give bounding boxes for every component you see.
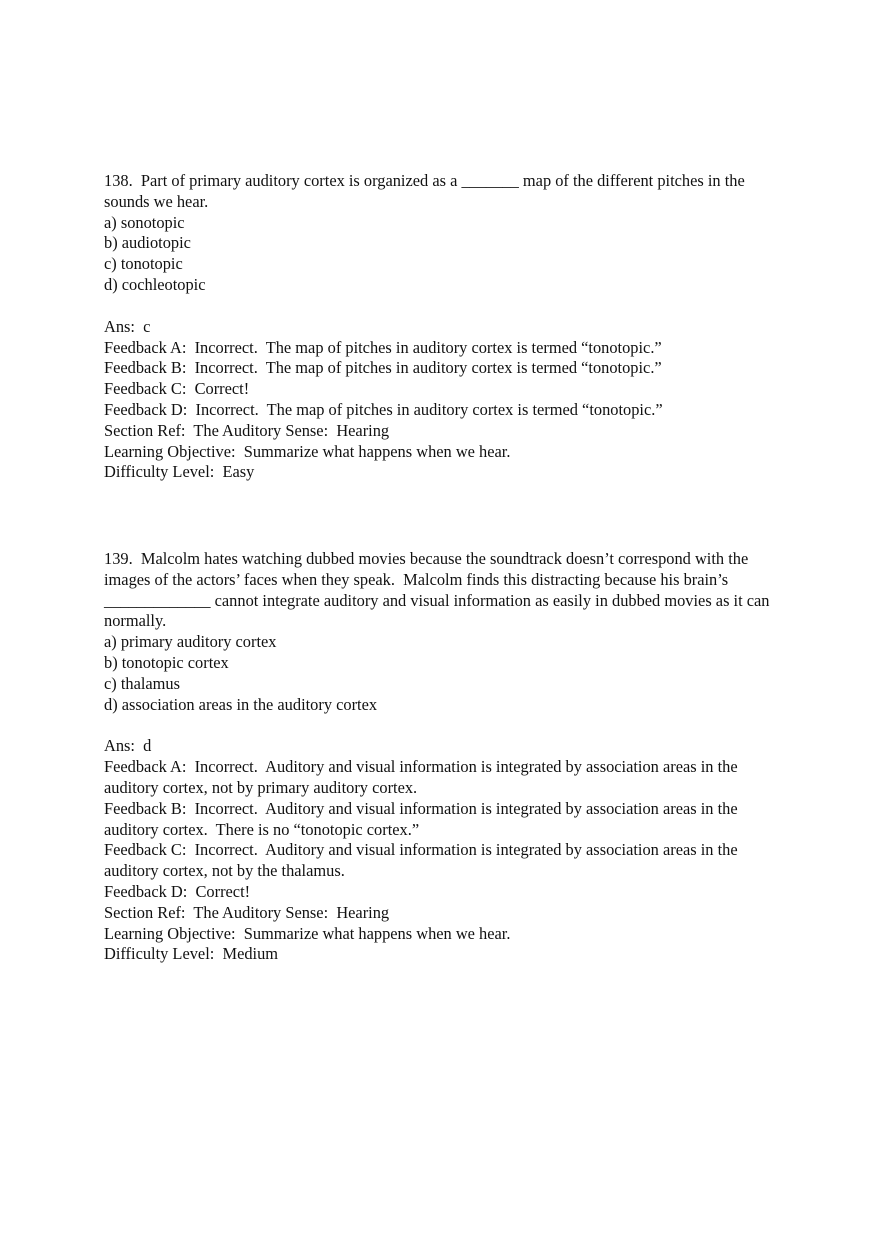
option-b: b) audiotopic	[104, 233, 191, 253]
learning-objective: Learning Objective: Summarize what happens when we hear.	[104, 923, 511, 943]
answer: Ans: d	[104, 736, 152, 756]
question-138	[104, 171, 780, 483]
answer: Ans: c	[104, 316, 151, 336]
difficulty-level: Difficulty Level: Easy	[104, 462, 255, 482]
question-139	[104, 549, 780, 965]
option-d: d) association areas in the auditory cortex	[104, 694, 378, 714]
option-d: d) cochleotopic	[104, 274, 206, 294]
section-ref: Section Ref: The Auditory Sense: Hearing	[104, 420, 390, 440]
feedback-a: Feedback A: Incorrect. Auditory and visual information is integrated by association areas in the auditory cortex, not by primary auditory cortex.	[104, 757, 742, 797]
feedback-d: Feedback D: Incorrect. The map of pitches in auditory cortex is termed “tonotopic.”	[104, 399, 663, 419]
question-stem: 139. Malcolm hates watching dubbed movies because the soundtrack doesn’t correspond with the images of the actors’ faces when they speak. Malcolm finds this distracting because his brain’s _____________ cannot integrate auditory and visual information as easily in dubbed movies as it can normally.	[104, 549, 774, 631]
feedback-c: Feedback C: Incorrect. Auditory and visual information is integrated by association areas in the auditory cortex, not by the thalamus.	[104, 840, 742, 881]
section-ref: Section Ref: The Auditory Sense: Hearing	[104, 902, 390, 922]
feedback-c: Feedback C: Correct!	[104, 379, 250, 399]
spacer	[104, 296, 780, 317]
feedback-b: Feedback B: Incorrect. The map of pitches in auditory cortex is termed “tonotopic.”	[104, 358, 662, 378]
learning-objective: Learning Objective: Summarize what happens when we hear.	[104, 441, 511, 461]
option-c: c) tonotopic	[104, 254, 183, 274]
feedback-d: Feedback D: Correct!	[104, 881, 251, 901]
option-b: b) tonotopic cortex	[104, 652, 229, 672]
option-c: c) thalamus	[104, 673, 181, 693]
spacer	[104, 715, 780, 736]
option-a: a) sonotopic	[104, 212, 185, 232]
feedback-b: Feedback B: Incorrect. Auditory and visual information is integrated by association areas in the auditory cortex. There is no “tonotopic cortex.”	[104, 798, 742, 839]
difficulty-level: Difficulty Level: Medium	[104, 944, 279, 964]
question-stem: 138. Part of primary auditory cortex is organized as a _______ map of the different pitches in the sounds we hear.	[104, 171, 749, 211]
option-a: a) primary auditory cortex	[104, 632, 277, 652]
feedback-a: Feedback A: Incorrect. The map of pitches in auditory cortex is termed “tonotopic.”	[104, 337, 662, 357]
